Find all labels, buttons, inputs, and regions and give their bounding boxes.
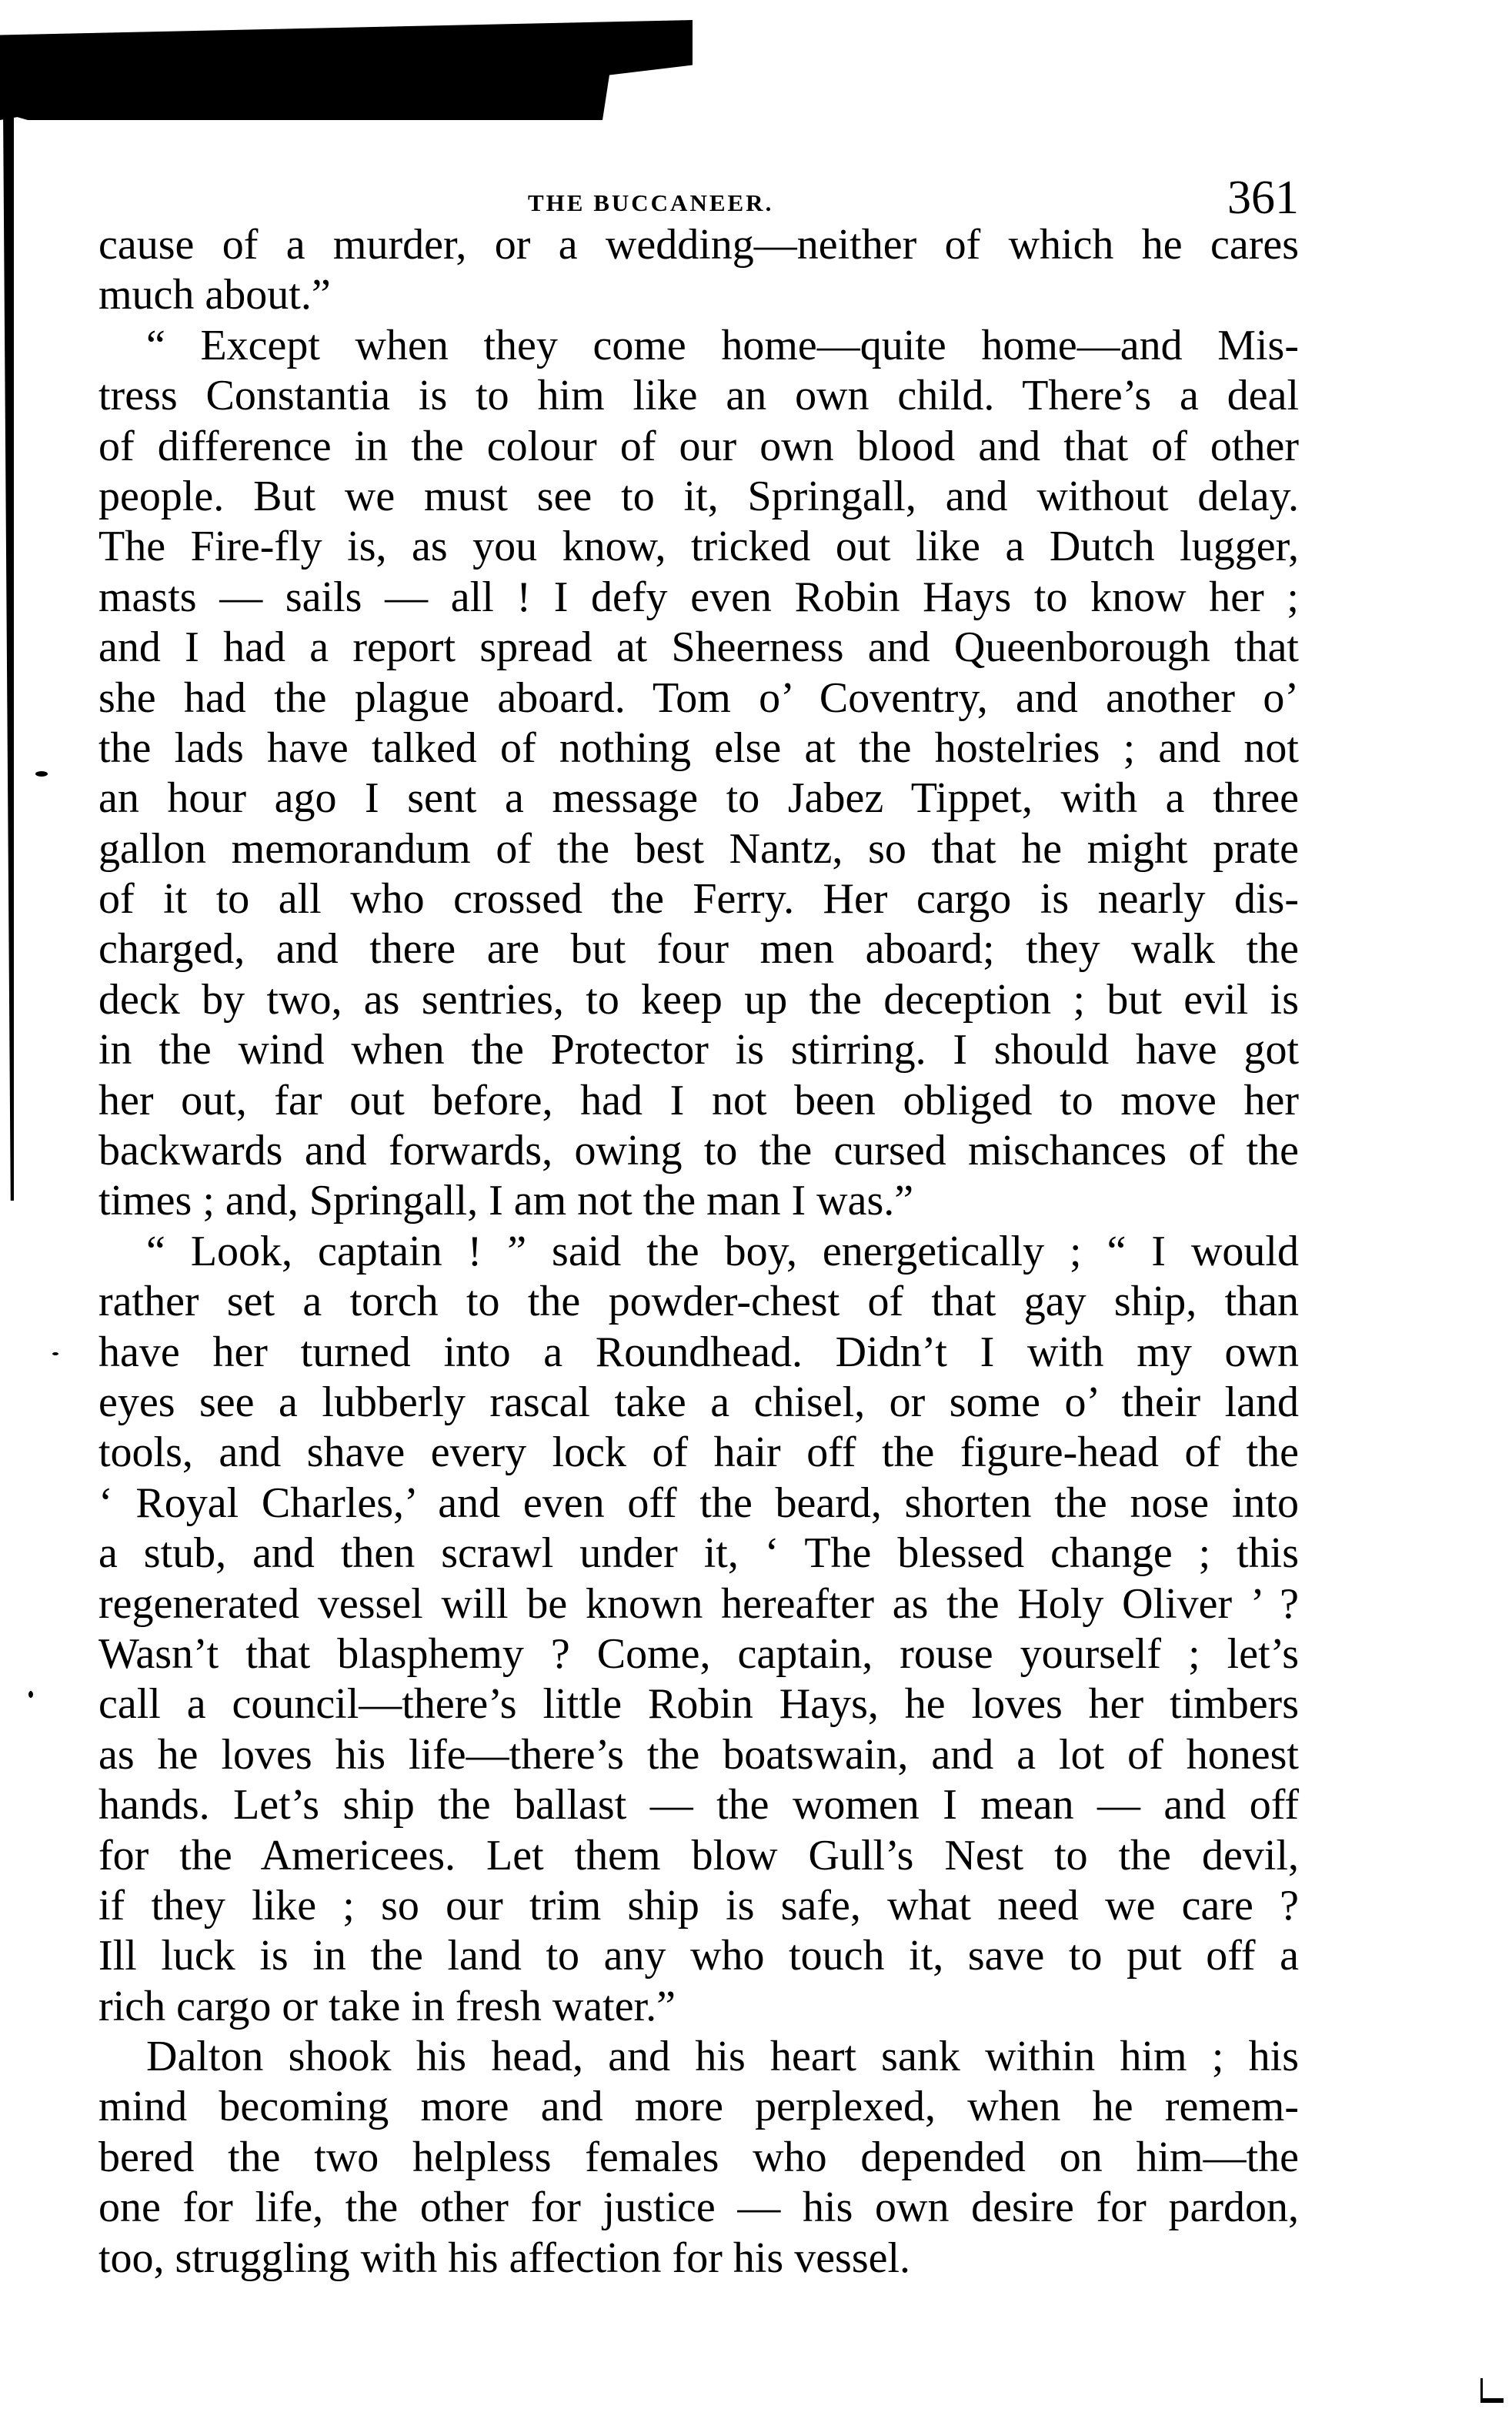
text-line: have her turned into a Roundhead. Didn’t I with my own — [98, 1328, 1299, 1376]
page-number: 361 — [1227, 172, 1299, 224]
text-line: charged, and there are but four men aboard; they walk the — [98, 925, 1299, 974]
text-line: “ Look, captain ! ” said the boy, energetically ; “ I would — [146, 1227, 1299, 1275]
scan-speck — [28, 1691, 33, 1698]
text-line: Dalton shook his head, and his heart sank within him ; his — [146, 2033, 1299, 2081]
text-line: an hour ago I sent a message to Jabez Tippet, with a three — [98, 774, 1299, 823]
scan-corner-mark — [1480, 2398, 1504, 2403]
text-line: call a council—there’s little Robin Hays, he loves her timbers — [98, 1680, 1299, 1729]
text-line: Wasn’t that blasphemy ? Come, captain, rouse yourself ; let’s — [98, 1629, 1299, 1678]
scan-left-border — [3, 108, 14, 1201]
paragraph — [98, 220, 1299, 321]
text-line: regenerated vessel will be known hereafter as the Holy Oliver ’ ? — [98, 1579, 1299, 1628]
text-line: gallon memorandum of the best Nantz, so that he might prate — [98, 824, 1299, 873]
text-line: masts — sails — all ! I defy even Robin Hays to know her ; — [98, 573, 1299, 621]
paragraph — [98, 2032, 1299, 2284]
text-line: tools, and shave every lock of hair off the figure-head of the — [98, 1428, 1299, 1477]
text-line: “ Except when they come home—quite home—and Mis- — [146, 321, 1299, 369]
text-line: rich cargo or take in fresh water.” — [98, 1982, 676, 2030]
text-line: too, struggling with his affection for his vessel. — [98, 2234, 911, 2282]
body-text — [98, 220, 1299, 2284]
text-line: for the Americees. Let them blow Gull’s Nest to the devil, — [98, 1831, 1299, 1879]
text-line: deck by two, as sentries, to keep up the deception ; but evil is — [98, 975, 1299, 1024]
text-line: hands. Let’s ship the ballast — the women I mean — and off — [98, 1781, 1299, 1829]
text-line: one for life, the other for justice — his own desire for pardon, — [98, 2183, 1299, 2232]
text-line: ‘ Royal Charles,’ and even off the beard, shorten the nose into — [98, 1478, 1299, 1527]
text-line: as he loves his life—there’s the boatswain, and a lot of honest — [98, 1730, 1299, 1779]
scan-speck — [35, 771, 48, 777]
text-line: mind becoming more and more perplexed, when he remem- — [98, 2083, 1299, 2131]
text-line: and I had a report spread at Sheerness and Queenborough that — [98, 623, 1299, 672]
text-line: a stub, and then scrawl under it, ‘ The blessed change ; this — [98, 1529, 1299, 1578]
text-line: her out, far out before, had I not been obliged to move her — [98, 1076, 1299, 1124]
text-line: eyes see a lubberly rascal take a chisel, or some o’ their land — [98, 1378, 1299, 1426]
running-head: THE BUCCANEER. — [528, 189, 774, 216]
text-line: of it to all who crossed the Ferry. Her cargo is nearly dis- — [98, 875, 1299, 924]
text-line: bered the two helpless females who depended on him—the — [98, 2133, 1299, 2181]
paragraph — [98, 1227, 1299, 2032]
scan-speck — [52, 1352, 58, 1355]
text-line: much about.” — [98, 271, 331, 319]
text-line: if they like ; so our trim ship is safe, what need we care ? — [98, 1881, 1299, 1930]
text-line: of difference in the colour of our own blood and that of other — [98, 422, 1299, 470]
scan-edge-shadow — [0, 20, 693, 120]
text-line: in the wind when the Protector is stirring. I should have got — [98, 1026, 1299, 1074]
text-line: rather set a torch to the powder-chest of that gay ship, than — [98, 1278, 1299, 1326]
text-line: tress Constantia is to him like an own child. There’s a deal — [98, 372, 1299, 420]
paragraph — [98, 321, 1299, 1227]
text-line: The Fire-fly is, as you know, tricked out like a Dutch lugger, — [98, 523, 1299, 571]
text-line: people. But we must see to it, Springall, and without delay. — [98, 472, 1299, 520]
text-line: Ill luck is in the land to any who touch it, save to put off a — [98, 1932, 1299, 1980]
text-line: the lads have talked of nothing else at the hostelries ; and not — [98, 723, 1299, 772]
text-line: she had the plague aboard. Tom o’ Coventry, and another o’ — [98, 673, 1299, 722]
text-line: times ; and, Springall, I am not the man I was.” — [98, 1177, 914, 1225]
text-line: cause of a murder, or a wedding—neither of which he cares — [98, 221, 1299, 269]
text-line: backwards and forwards, owing to the cursed mischances of the — [98, 1127, 1299, 1175]
